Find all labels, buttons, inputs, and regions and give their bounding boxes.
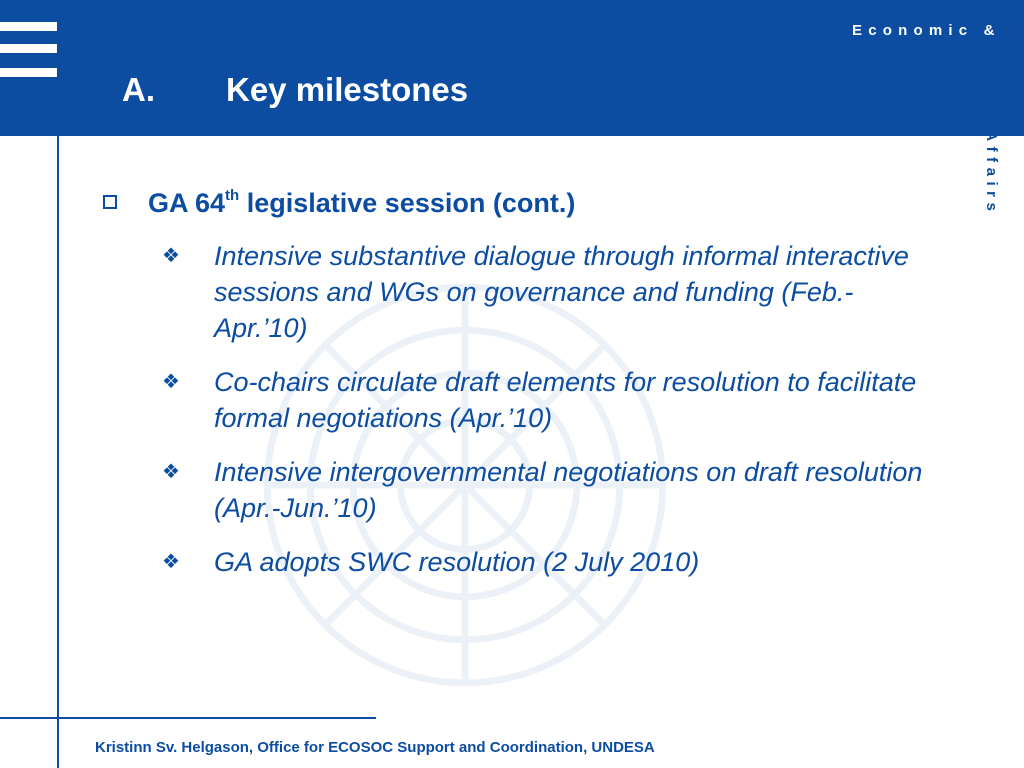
main-bullet-text: [148, 180, 575, 226]
brand-social-affairs: Social Affairs: [983, 44, 1000, 217]
footer-credit: Kristinn Sv. Helgason, Office for ECOSOC Support and Coordination, UNDESA: [95, 739, 655, 756]
main-bullet-pre: GA 64: [148, 188, 226, 218]
sub-bullet-list: [100, 238, 950, 580]
list-item-text: Intensive intergovernmental negotiations on draft resolution (Apr.-Jun.’10): [214, 457, 923, 523]
main-bullet: [100, 180, 950, 226]
section-letter: A.: [122, 71, 155, 108]
main-bullet-sup: th: [225, 187, 240, 204]
list-item-text: GA adopts SWC resolution (2 July 2010): [214, 547, 700, 577]
list-item-text: Co-chairs circulate draft elements for resolution to facilitate formal negotiations (Apr.’10): [214, 367, 917, 433]
section-title: Key milestones: [226, 71, 469, 108]
stripe: [0, 22, 57, 31]
slide-content: [100, 180, 950, 630]
four-diamond-icon: ❖: [162, 461, 180, 483]
four-diamond-icon: ❖: [162, 371, 180, 393]
list-item: [100, 544, 950, 580]
main-bullet-post: legislative session (cont.): [239, 188, 576, 218]
footer-rule: [0, 717, 376, 719]
four-diamond-icon: ❖: [162, 551, 180, 573]
list-item: [100, 364, 950, 436]
stripe: [0, 44, 57, 53]
page-title: [122, 68, 468, 112]
list-item: [100, 238, 950, 346]
list-item-text: Intensive substantive dialogue through informal interactive sessions and WGs on governance and funding (Feb.-Apr.’10): [214, 241, 909, 343]
four-diamond-icon: ❖: [162, 245, 180, 267]
stripe: [0, 68, 57, 77]
list-item: [100, 454, 950, 526]
brand-economic: Economic &: [852, 22, 1001, 39]
left-rule: [57, 136, 59, 768]
hollow-square-icon: [103, 195, 117, 209]
